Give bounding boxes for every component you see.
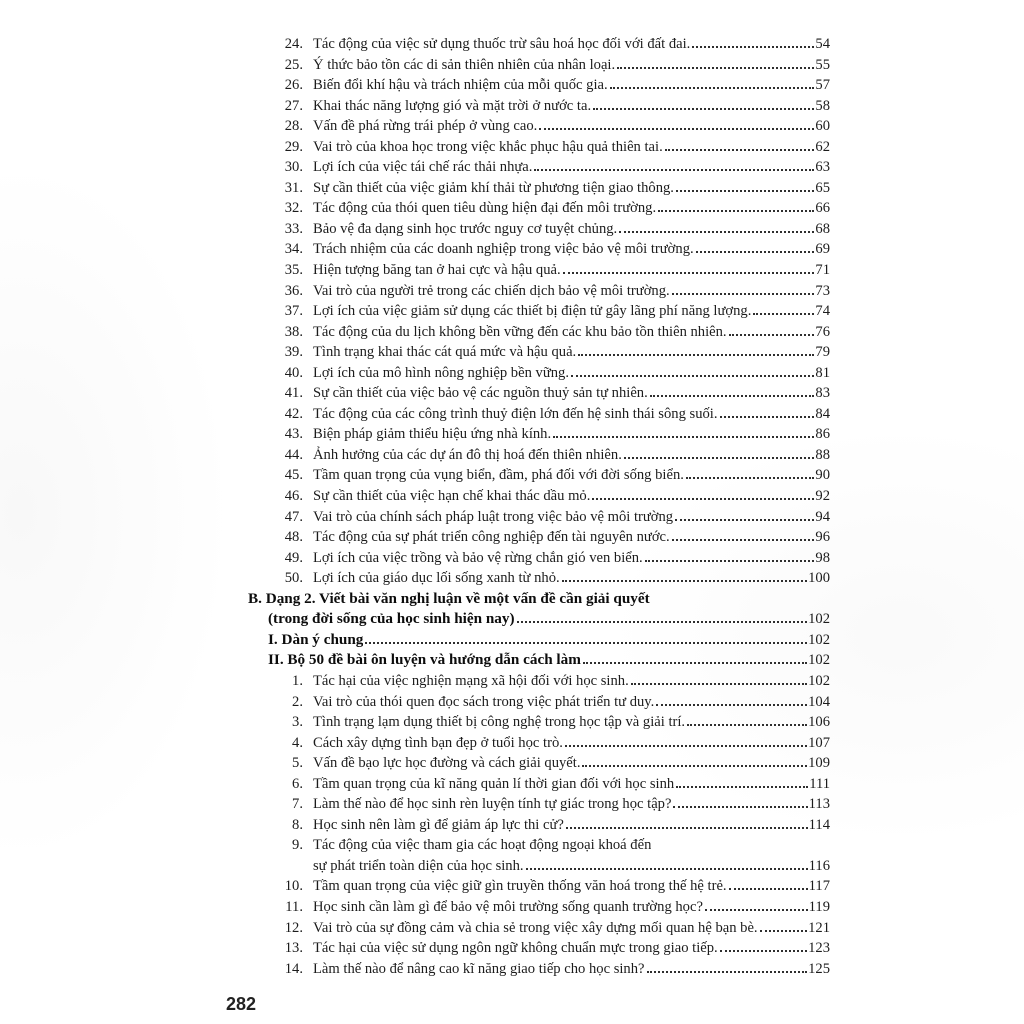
dot-leader [526, 868, 808, 870]
entry-number: 36. [284, 282, 303, 299]
toc-row [248, 568, 830, 589]
dot-leader [665, 149, 815, 151]
entry-title: Khai thác năng lượng gió và mặt trời ở nước ta. [313, 97, 592, 114]
entry-page-number: 96 [815, 529, 830, 546]
entry-number: 41. [284, 385, 303, 402]
toc-row [248, 856, 830, 877]
entry-number: 33. [284, 220, 303, 237]
entry-page-number: 60 [815, 118, 830, 135]
toc-row [248, 959, 830, 980]
dot-leader [645, 560, 815, 562]
dot-leader [686, 477, 815, 479]
entry-title: Học sinh cần làm gì để bảo vệ môi trường sống quanh trường học? [313, 898, 703, 915]
toc-row [248, 137, 830, 158]
toc-row [248, 753, 830, 774]
entry-number: 31. [284, 179, 303, 196]
dot-leader [729, 334, 815, 336]
entry-title: Tầm quan trọng của việc giữ gìn truyền thống văn hoá trong thế hệ trẻ. [313, 878, 727, 895]
toc-row [248, 794, 830, 815]
toc-row [248, 424, 830, 445]
entry-title: Lợi ích của việc trồng và bảo vệ rừng chắn gió ven biển. [313, 549, 643, 566]
entry-page-number: 102 [808, 672, 830, 689]
dot-leader [553, 436, 814, 438]
dot-leader [571, 375, 814, 377]
entry-page-number: 84 [815, 405, 830, 422]
entry-page-number: 90 [815, 467, 830, 484]
dot-leader [676, 786, 808, 788]
entry-number: 46. [284, 488, 303, 505]
entry-number: 29. [284, 138, 303, 155]
entry-title: Sự cần thiết của việc giảm khí thải từ phương tiện giao thông. [313, 179, 674, 196]
dot-leader [517, 621, 808, 623]
toc-row [248, 363, 830, 384]
entry-number: 40. [284, 364, 303, 381]
section-heading: (trong đời sống của học sinh hiện nay) [268, 610, 515, 628]
entry-title: Tác động của thói quen tiêu dùng hiện đại đến môi trường. [313, 200, 657, 217]
entry-title: Làm thế nào để nâng cao kĩ năng giao tiếp cho học sinh? [313, 960, 645, 977]
dot-leader [760, 930, 808, 932]
toc-row [248, 815, 830, 836]
entry-number: 27. [284, 97, 303, 114]
entry-number: 24. [284, 36, 303, 52]
entry-page-number: 88 [815, 446, 830, 463]
entry-number: 26. [284, 77, 303, 94]
entry-title: Lợi ích của giáo dục lối sống xanh từ nhỏ. [313, 570, 560, 587]
entry-title: Ảnh hưởng của các dự án đô thị hoá đến thiên nhiên. [313, 446, 622, 463]
entry-page-number: 63 [815, 159, 830, 176]
entry-number: 30. [284, 159, 303, 176]
entry-number: 45. [284, 467, 303, 484]
entry-number: 7. [292, 796, 303, 813]
entry-title: Biến đổi khí hậu và trách nhiệm của mỗi quốc gia. [313, 77, 608, 94]
dot-leader [365, 642, 807, 644]
toc-row [248, 897, 830, 918]
entry-title: Tác hại của việc sử dụng ngôn ngữ không chuẩn mực trong giao tiếp. [313, 940, 718, 957]
dot-leader [676, 190, 814, 192]
toc-row [248, 876, 830, 897]
entry-number: 6. [292, 775, 303, 792]
toc-row [248, 301, 830, 322]
entry-page-number: 113 [808, 796, 830, 813]
entry-title: Tác động của sự phát triển công nghiệp đến tài nguyên nước. [313, 529, 670, 546]
toc-row [248, 692, 830, 713]
dot-leader [619, 231, 814, 233]
entry-title: Sự cần thiết của việc hạn chế khai thác dầu mỏ. [313, 488, 591, 505]
toc-row [248, 157, 830, 178]
dot-leader [696, 251, 815, 253]
entry-title: Học sinh nên làm gì để giảm áp lực thi cử? [313, 816, 564, 833]
entry-title: Tác động của việc tham gia các hoạt động ngoại khoá đến [313, 837, 652, 854]
entry-page-number: 102 [808, 652, 830, 669]
toc-row [248, 75, 830, 96]
entry-number: 39. [284, 344, 303, 361]
entry-title: Vai trò của sự đồng cảm và chia sẻ trong việc xây dựng mối quan hệ bạn bè. [313, 919, 758, 936]
dot-leader [647, 971, 808, 973]
entry-title: Vai trò của chính sách pháp luật trong việc bảo vệ môi trường [313, 508, 674, 525]
entry-title: Tác động của việc sử dụng thuốc trừ sâu hoá học đối với đất đai. [313, 36, 691, 52]
toc-row [248, 239, 830, 260]
entry-page-number: 73 [815, 282, 830, 299]
section-heading: I. Dàn ý chung [268, 630, 364, 648]
entry-title: Tác động của các công trình thuỷ điện lớn đến hệ sinh thái sông suối. [313, 405, 718, 422]
dot-leader [692, 46, 814, 48]
entry-page-number: 100 [808, 570, 830, 587]
toc-row [248, 486, 830, 507]
entry-page-number: 55 [815, 56, 830, 73]
entry-title: Vai trò của thói quen đọc sách trong việc phát triển tư duy. [313, 693, 655, 710]
entry-title: Vấn đề phá rừng trái phép ở vùng cao. [313, 118, 538, 135]
entry-number: 12. [284, 919, 303, 936]
toc-row [248, 178, 830, 199]
dot-leader [565, 745, 807, 747]
entry-number: 44. [284, 446, 303, 463]
dot-leader [578, 354, 814, 356]
dot-leader [617, 67, 814, 69]
entry-number: 47. [284, 508, 303, 525]
entry-title: Lợi ích của việc giảm sử dụng các thiết bị điện tử gây lãng phí năng lượng. [313, 303, 752, 320]
toc-row [248, 938, 830, 959]
dot-leader [658, 210, 814, 212]
entry-title: Tác động của du lịch không bền vững đến các khu bảo tồn thiên nhiên. [313, 323, 727, 340]
entry-number: 4. [292, 734, 303, 751]
entry-number: 37. [284, 303, 303, 320]
dot-leader [624, 457, 815, 459]
toc-row [248, 55, 830, 76]
entry-number: 43. [284, 426, 303, 443]
entry-title: Sự cần thiết của việc bảo vệ các nguồn thuỷ sản tự nhiên. [313, 385, 648, 402]
entry-page-number: 116 [808, 857, 830, 874]
entry-page-number: 121 [808, 919, 830, 936]
entry-title: Vai trò của khoa học trong việc khắc phục hậu quả thiên tai. [313, 138, 663, 155]
dot-leader [650, 395, 815, 397]
entry-title: sự phát triển toàn diện của học sinh. [313, 857, 524, 874]
section-heading: B. Dạng 2. Viết bài văn nghị luận về một vấn đề cần giải quyết [248, 589, 650, 607]
dot-leader [610, 87, 815, 89]
toc-row [248, 465, 830, 486]
entry-page-number: 83 [815, 385, 830, 402]
entry-page-number: 98 [815, 549, 830, 566]
entry-page-number: 109 [808, 755, 830, 772]
table-of-contents [248, 34, 830, 979]
entry-title: Lợi ích của mô hình nông nghiệp bền vững. [313, 364, 569, 381]
entry-number: 32. [284, 200, 303, 217]
entry-page-number: 119 [808, 898, 830, 915]
entry-number: 42. [284, 405, 303, 422]
entry-title: Ý thức bảo tồn các di sản thiên nhiên của nhân loại. [313, 56, 616, 73]
entry-page-number: 117 [808, 878, 830, 895]
dot-leader [631, 683, 807, 685]
entry-title: Vấn đề bạo lực học đường và cách giải quyết. [313, 755, 581, 772]
entry-title: Tình trạng lạm dụng thiết bị công nghệ trong học tập và giải trí. [313, 714, 686, 731]
page-number: 282 [226, 994, 257, 1014]
entry-page-number: 123 [808, 940, 830, 957]
entry-page-number: 71 [815, 262, 830, 279]
toc-row [248, 650, 830, 671]
dot-leader [539, 128, 814, 130]
toc-row [248, 322, 830, 343]
entry-page-number: 86 [815, 426, 830, 443]
toc-row [248, 198, 830, 219]
entry-title: Trách nhiệm của các doanh nghiệp trong việc bảo vệ môi trường. [313, 241, 694, 258]
toc-row [248, 34, 830, 55]
entry-number: 49. [284, 549, 303, 566]
dot-leader [563, 272, 815, 274]
entry-number: 3. [292, 714, 303, 731]
entry-number: 11. [285, 898, 303, 915]
entry-title: Lợi ích của việc tái chế rác thải nhựa. [313, 159, 533, 176]
entry-number: 5. [292, 755, 303, 772]
dot-leader [534, 169, 814, 171]
dot-leader [592, 498, 814, 500]
toc-row [248, 548, 830, 569]
entry-page-number: 76 [815, 323, 830, 340]
entry-number: 9. [292, 837, 303, 854]
entry-page-number: 69 [815, 241, 830, 258]
entry-title: Hiện tượng băng tan ở hai cực và hậu quả. [313, 262, 561, 279]
entry-title: Vai trò của người trẻ trong các chiến dịch bảo vệ môi trường. [313, 282, 670, 299]
toc-row [248, 918, 830, 939]
dot-leader [675, 519, 814, 521]
entry-number: 48. [284, 529, 303, 546]
dot-leader [583, 662, 807, 664]
entry-page-number: 81 [815, 364, 830, 381]
dot-leader [753, 313, 814, 315]
toc-row [248, 774, 830, 795]
dot-leader [672, 539, 815, 541]
entry-page-number: 66 [815, 200, 830, 217]
dot-leader [729, 888, 808, 890]
entry-number: 8. [292, 816, 303, 833]
entry-page-number: 92 [815, 488, 830, 505]
entry-page-number: 79 [815, 344, 830, 361]
toc-row [248, 609, 830, 630]
toc-row [248, 527, 830, 548]
dot-leader [687, 724, 807, 726]
entry-page-number: 107 [808, 734, 830, 751]
entry-number: 28. [284, 118, 303, 135]
entry-page-number: 62 [815, 138, 830, 155]
toc-row [248, 96, 830, 117]
dot-leader [673, 806, 807, 808]
toc-row [248, 342, 830, 363]
dot-leader [582, 765, 807, 767]
entry-page-number: 125 [808, 960, 830, 977]
toc-row [248, 116, 830, 137]
toc-row [248, 589, 830, 610]
entry-title: Biện pháp giảm thiểu hiệu ứng nhà kính. [313, 426, 552, 443]
toc-row [248, 445, 830, 466]
entry-number: 34. [284, 241, 303, 258]
entry-number: 38. [284, 323, 303, 340]
toc-row [248, 219, 830, 240]
entry-title: Làm thế nào để học sinh rèn luyện tính tự giác trong học tập? [313, 796, 672, 813]
entry-number: 14. [284, 960, 303, 977]
entry-page-number: 102 [808, 611, 830, 628]
entry-page-number: 94 [815, 508, 830, 525]
toc-row [248, 671, 830, 692]
entry-title: Tác hại của việc nghiện mạng xã hội đối với học sinh. [313, 672, 629, 689]
toc-row [248, 260, 830, 281]
dot-leader [566, 827, 808, 829]
toc-row [248, 630, 830, 651]
entry-page-number: 102 [808, 631, 830, 648]
entry-page-number: 65 [815, 179, 830, 196]
dot-leader [593, 108, 814, 110]
toc-row [248, 733, 830, 754]
toc-row [248, 404, 830, 425]
entry-title: Tầm quan trọng của vụng biển, đầm, phá đối với đời sống biển. [313, 467, 684, 484]
dot-leader [672, 293, 815, 295]
toc-row [248, 383, 830, 404]
entry-page-number: 68 [815, 220, 830, 237]
entry-title: Tầm quan trọng của kĩ năng quản lí thời gian đối với học sinh [313, 775, 675, 792]
entry-page-number: 54 [815, 36, 830, 52]
entry-title: Bảo vệ đa dạng sinh học trước nguy cơ tuyệt chủng. [313, 220, 618, 237]
entry-number: 25. [284, 56, 303, 73]
toc-row [248, 281, 830, 302]
entry-title: Cách xây dựng tình bạn đẹp ở tuổi học trò. [313, 734, 563, 751]
entry-number: 13. [284, 940, 303, 957]
dot-leader [656, 704, 807, 706]
entry-number: 10. [284, 878, 303, 895]
entry-page-number: 114 [808, 816, 830, 833]
dot-leader [705, 909, 808, 911]
entry-number: 50. [284, 570, 303, 587]
entry-page-number: 104 [808, 693, 830, 710]
entry-page-number: 111 [809, 775, 830, 792]
dot-leader [720, 950, 807, 952]
entry-title: Tình trạng khai thác cát quá mức và hậu quả. [313, 344, 577, 361]
entry-page-number: 74 [815, 303, 830, 320]
entry-number: 1. [292, 672, 303, 689]
toc-row [248, 712, 830, 733]
section-heading: II. Bộ 50 đề bài ôn luyện và hướng dẫn cách làm [268, 651, 581, 669]
entry-number: 2. [292, 693, 303, 710]
entry-number: 35. [284, 262, 303, 279]
dot-leader [720, 416, 815, 418]
toc-row [248, 835, 830, 856]
toc-row [248, 507, 830, 528]
dot-leader [562, 580, 807, 582]
entry-page-number: 57 [815, 77, 830, 94]
entry-page-number: 58 [815, 97, 830, 114]
entry-page-number: 106 [808, 714, 830, 731]
